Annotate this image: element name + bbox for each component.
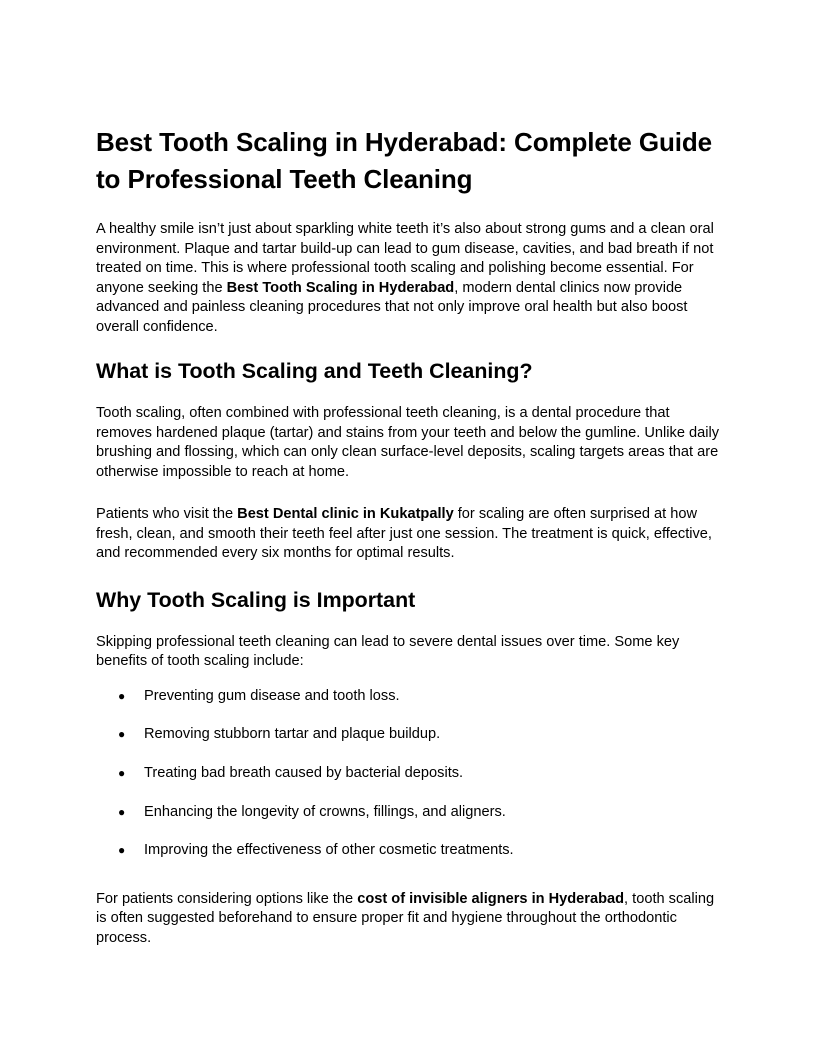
benefits-list	[96, 687, 722, 861]
intro-paragraph	[96, 220, 722, 337]
closing-bold-keyword: cost of invisible aligners in Hyderabad	[357, 890, 625, 907]
section-heading-why: Why Tooth Scaling is Important	[96, 587, 416, 612]
intro-bold-keyword: Best Tooth Scaling in Hyderabad	[226, 279, 455, 296]
list-item	[96, 764, 722, 784]
page-title: Best Tooth Scaling in Hyderabad: Complete Guide to Professional Teeth Cleaning	[96, 127, 712, 194]
list-item	[96, 725, 722, 745]
bullet-icon: ●	[118, 765, 126, 780]
list-item	[96, 841, 722, 861]
closing-text-after: , tooth scaling is often suggested beforehand to ensure proper fit and hygiene throughout the orthodontic process.	[96, 890, 715, 946]
intro-text-after: , modern dental clinics now provide advanced and painless cleaning procedures that not only improve oral health but also boost overall confidence.	[96, 279, 688, 335]
bullet-icon: ●	[118, 804, 126, 819]
bullet-icon: ●	[118, 727, 126, 742]
list-item-text: Preventing gum disease and tooth loss.	[144, 687, 400, 704]
list-item-text: Improving the effectiveness of other cosmetic treatments.	[144, 842, 514, 859]
bullet-icon: ●	[118, 843, 126, 858]
intro-text-before: A healthy smile isn’t just about sparkling white teeth it’s also about strong gums and a clean oral environment. Plaque and tartar build-up can lead to gum disease, cavities, and bad breath if not treated on time. This is where professional tooth scaling and polishing become essential. For anyone seeking the	[96, 221, 714, 296]
document-page	[96, 124, 722, 958]
section-heading-what: What is Tooth Scaling and Teeth Cleaning?	[96, 359, 533, 383]
what-paragraph-2	[96, 505, 722, 564]
what-p2-text-after: for scaling are often surprised at how fresh, clean, and smooth their teeth feel after just one session. The treatment is quick, effective, and recommended every six months for optimal results.	[96, 506, 712, 561]
bullet-icon: ●	[118, 688, 126, 703]
what-paragraph-1: Tooth scaling, often combined with professional teeth cleaning, is a dental procedure that removes hardened plaque (tartar) and stains from your teeth and below the gumline. Unlike daily brushing and flossing, which can only clean surface-level deposits, scaling targets areas that are otherwise impossible to reach at home.	[96, 405, 720, 480]
closing-paragraph	[96, 890, 722, 949]
list-item-text: Treating bad breath caused by bacterial deposits.	[144, 764, 464, 781]
list-item	[96, 803, 722, 823]
what-p2-bold-keyword: Best Dental clinic in Kukatpally	[237, 506, 454, 522]
list-item-text: Removing stubborn tartar and plaque buildup.	[144, 726, 441, 743]
closing-text-before: For patients considering options like the	[96, 890, 358, 907]
list-item	[96, 687, 722, 707]
list-item-text: Enhancing the longevity of crowns, fillings, and aligners.	[144, 803, 506, 820]
why-intro-paragraph: Skipping professional teeth cleaning can lead to severe dental issues over time. Some key benefits of tooth scaling include:	[96, 633, 680, 669]
what-p2-text-before: Patients who visit the	[96, 506, 238, 522]
